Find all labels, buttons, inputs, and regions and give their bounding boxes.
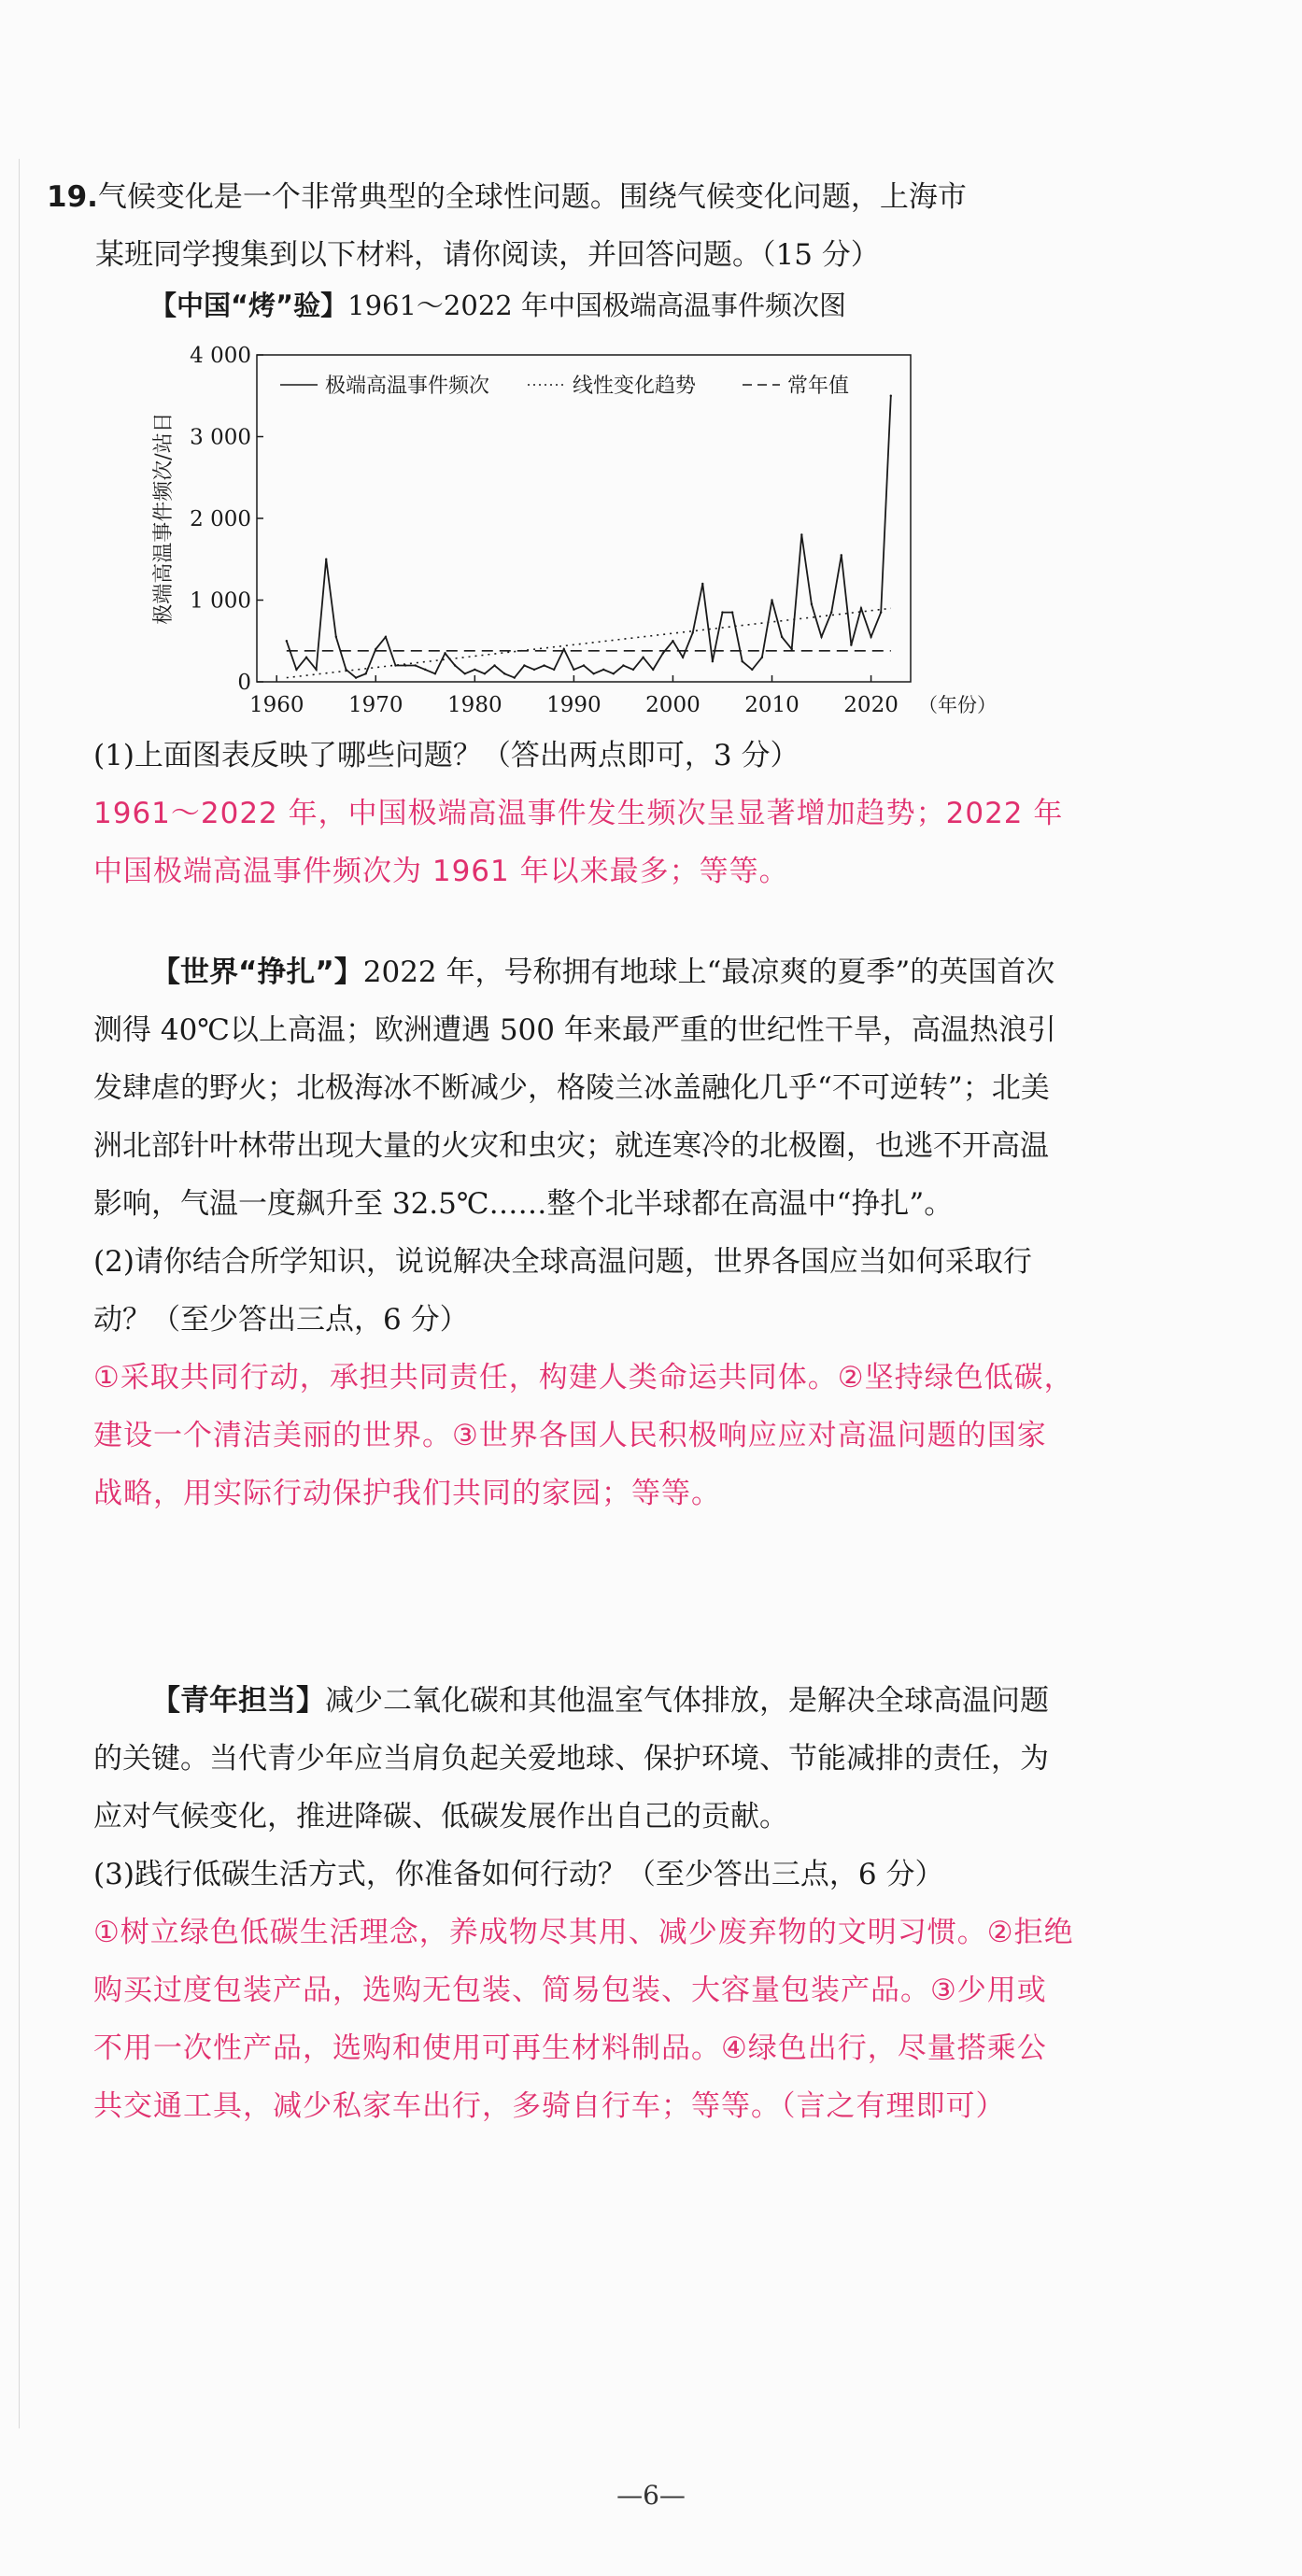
chart-legend <box>280 375 849 398</box>
data-point <box>880 611 882 613</box>
chart-ticks <box>190 344 997 717</box>
legend-label-2: 线性变化趋势 <box>573 375 697 398</box>
data-point <box>771 599 772 601</box>
data-point <box>375 648 376 650</box>
data-point <box>286 640 288 642</box>
data-point <box>444 652 446 654</box>
data-point <box>890 395 892 397</box>
legend-label-1: 极端高温事件频次 <box>325 375 490 398</box>
q3-answer: ①树立绿色低碳生活理念，养成物尽其用、减少废弃物的文明习惯。②拒绝购买过度包装产品，选购无包装、简易包装、大容量包装产品。③少用或不用一次性产品，选购和使用可再生材料制品。④绿色出行，尽量搭乘公共交通工具，减少私家车出行，多骑自行车；等等。（言之有理即可） <box>93 1916 1074 2123</box>
data-point <box>394 664 396 666</box>
x-tick-label: 1990 <box>546 693 601 717</box>
data-point <box>464 672 466 674</box>
material3-block <box>93 1672 1074 2135</box>
data-point <box>434 672 436 674</box>
data-point <box>791 648 793 650</box>
page-number: —6— <box>616 2480 686 2511</box>
data-point <box>672 640 673 642</box>
data-point <box>533 669 535 671</box>
y-tick-label: 3 000 <box>190 425 251 450</box>
data-point <box>642 657 644 658</box>
question-number: 19. <box>47 180 98 214</box>
data-point <box>553 669 555 671</box>
material2-paragraph <box>93 943 1074 1233</box>
q1-block <box>93 727 1074 900</box>
series-line-1 <box>287 396 891 678</box>
x-tick-label: 2000 <box>645 693 701 717</box>
data-point <box>731 611 733 613</box>
data-point <box>652 669 654 671</box>
data-point <box>563 648 565 650</box>
data-point <box>841 554 842 556</box>
data-point <box>295 669 297 671</box>
data-point <box>811 603 813 605</box>
data-point <box>325 559 327 560</box>
y-tick-label: 4 000 <box>190 344 251 368</box>
data-point <box>701 583 703 585</box>
data-point <box>424 669 426 671</box>
data-point <box>850 644 852 645</box>
material3-label: 【青年担当】 <box>151 1684 325 1718</box>
data-point <box>514 676 516 678</box>
chart-series <box>286 395 892 679</box>
y-tick-label: 2 000 <box>190 507 251 531</box>
y-tick-label: 0 <box>237 671 251 695</box>
chart-title <box>149 285 846 323</box>
data-point <box>712 660 714 662</box>
material2-label: 【世界“挣扎”】 <box>151 955 363 989</box>
data-point <box>741 660 743 662</box>
data-point <box>583 664 585 666</box>
y-axis-label: 极端高温事件频次/站日 <box>152 412 176 625</box>
x-tick-label: 2020 <box>843 693 899 717</box>
data-point <box>592 672 594 674</box>
series-line-2 <box>287 608 891 677</box>
data-point <box>691 631 693 633</box>
data-point <box>364 672 366 674</box>
data-point <box>503 672 505 674</box>
material2-text: 2022 年，号称拥有地球上“最凉爽的夏季”的英国首次测得 40℃以上高温；欧洲遭遇 500 年来最严重的世纪性干旱，高温热浪引发肆虐的野火；北极海冰不断减少，格陵兰冰盖融化几乎“不可逆转”；北美洲北部针叶林带出现大量的火灾和虫灾；就连寒冷的北极圈，也逃不开高温影响，气温一度飙升至 32.5℃……整个北半球都在高温中“挣扎”。 <box>93 955 1056 1221</box>
data-point <box>721 611 723 613</box>
material1-label: 【中国“烤”验】 <box>149 290 348 321</box>
legend-label-3: 常年值 <box>787 375 850 398</box>
data-point <box>622 664 624 666</box>
data-point <box>315 669 317 671</box>
data-point <box>355 676 357 678</box>
x-tick-label: 2010 <box>744 693 800 717</box>
x-tick-label: 1960 <box>248 693 304 717</box>
data-point <box>781 636 783 638</box>
question-header <box>47 168 1074 284</box>
data-point <box>830 611 832 613</box>
data-point <box>632 669 634 671</box>
data-point <box>682 657 684 658</box>
data-point <box>335 636 337 638</box>
data-point <box>414 664 416 666</box>
data-point <box>613 672 615 674</box>
y-tick-label: 1 000 <box>190 588 251 614</box>
material2-block <box>93 943 1074 1522</box>
q2-question: (2)请你结合所学知识，说说解决全球高温问题，世界各国应当如何采取行动？（至少答出三点，6 分） <box>93 1245 1032 1337</box>
chart-axes <box>152 355 911 682</box>
q3-question: (3)践行低碳生活方式，你准备如何行动？（至少答出三点，6 分） <box>93 1858 944 1891</box>
q1-question: (1)上面图表反映了哪些问题？（答出两点即可，3 分） <box>93 739 800 772</box>
material3-paragraph <box>93 1672 1074 1846</box>
data-point <box>800 533 802 535</box>
data-point <box>474 669 475 671</box>
data-point <box>751 669 753 671</box>
data-point <box>820 636 822 638</box>
data-point <box>385 636 387 638</box>
question-intro-line2: 某班同学搜集到以下材料，请你阅读，并回答问题。（15 分） <box>95 238 880 272</box>
data-point <box>602 669 604 671</box>
x-tick-label: 1980 <box>447 693 502 717</box>
material1-title: 1961～2022 年中国极端高温事件频次图 <box>347 290 846 321</box>
data-point <box>484 672 486 674</box>
data-point <box>543 664 545 666</box>
data-point <box>761 657 763 658</box>
material3-text: 减少二氧化碳和其他温室气体排放，是解决全球高温问题的关键。当代青少年应当肩负起关爱地球、保护环境、节能减排的责任，为应对气候变化，推进降碳、低碳发展作出自己的贡献。 <box>93 1684 1049 1833</box>
q1-answer: 1961～2022 年，中国极端高温事件发生频次呈显著增加趋势；2022 年中国极端高温事件频次为 1961 年以来最多；等等。 <box>93 797 1064 888</box>
data-point <box>860 607 862 609</box>
data-point <box>493 664 495 666</box>
question-intro-line1: 气候变化是一个非常典型的全球性问题。围绕气候变化问题，上海市 <box>97 180 967 214</box>
x-tick-label: 1970 <box>347 693 403 717</box>
x-axis-label: （年份） <box>918 694 997 716</box>
data-point <box>305 657 307 658</box>
data-point <box>662 652 664 654</box>
data-point <box>454 664 456 666</box>
margin-line <box>19 159 20 2428</box>
data-point <box>523 664 525 666</box>
plot-frame <box>257 355 911 682</box>
data-point <box>573 669 574 671</box>
q2-answer: ①采取共同行动，承担共同责任，构建人类命运共同体。②坚持绿色低碳，建设一个清洁美丽的世界。③世界各国人民积极响应应对高温问题的国家战略，用实际行动保护我们共同的家园；等等。 <box>93 1361 1074 1510</box>
data-point <box>870 636 871 638</box>
heat-event-chart <box>131 332 1027 724</box>
